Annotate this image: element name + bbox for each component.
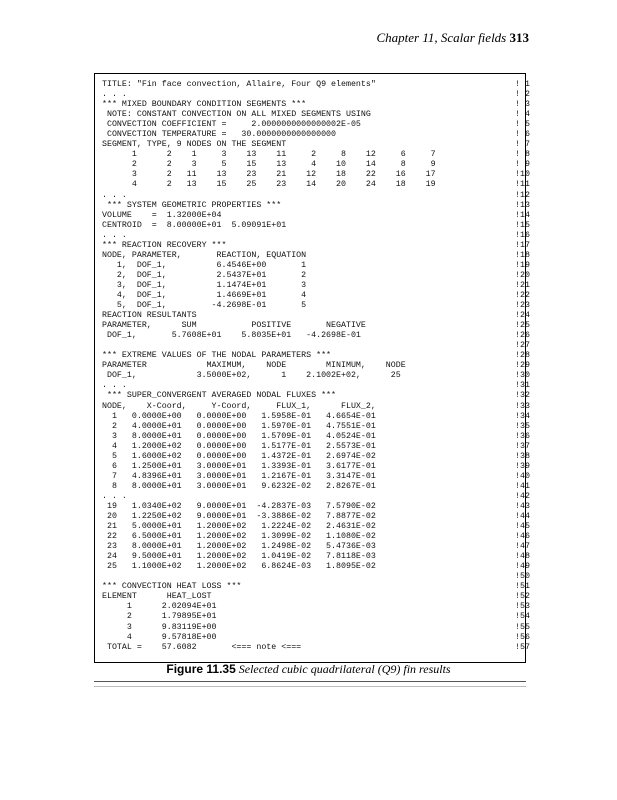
listing-line (102, 80, 530, 90)
listing-line-text: . . . (102, 90, 127, 100)
listing-line-text: . . . (102, 491, 127, 501)
listing-line-text: 23 8.0000E+01 1.2000E+02 1.2498E-02 5.4736E-03 (102, 542, 376, 552)
listing-line (102, 90, 530, 100)
line-number: !42 (515, 491, 530, 501)
listing-line (102, 301, 530, 311)
listing-line-text: 1 2.02094E+01 (102, 602, 217, 612)
listing-line (102, 331, 530, 341)
line-number: !36 (515, 431, 530, 441)
line-number: !40 (515, 471, 530, 481)
listing-line (102, 351, 530, 361)
listing-line-text: 3 2 11 13 23 21 12 18 22 16 17 (102, 170, 436, 180)
figure-label: Figure 11.35 (166, 662, 236, 676)
line-number: !20 (515, 270, 530, 280)
line-number: !37 (515, 441, 530, 451)
line-number: !46 (515, 532, 530, 542)
listing-line (102, 201, 530, 211)
line-number: !19 (515, 260, 530, 270)
line-number: !30 (515, 371, 530, 381)
listing-line-text: 5 1.6000E+02 0.0000E+00 1.4372E-01 2.6974E-02 (102, 451, 376, 461)
listing-line (102, 211, 530, 221)
listing-line (102, 261, 530, 271)
listing-line-text: VOLUME = 1.32000E+04 (102, 210, 222, 220)
listing-line-text: DOF_1, 3.5000E+02, 1 2.1002E+02, 25 (102, 371, 401, 381)
listing-line (102, 422, 530, 432)
line-number: !48 (515, 552, 530, 562)
line-number: !39 (515, 461, 530, 471)
listing-line-text: 4 1.2000E+02 0.0000E+00 1.5177E-01 2.5573E-01 (102, 441, 376, 451)
listing-line-text: 21 5.0000E+01 1.2000E+02 1.2224E-02 2.4631E-02 (102, 522, 376, 532)
listing-line-text: 3 9.83119E+00 (102, 622, 217, 632)
line-number: ! 5 (515, 120, 530, 130)
listing-line-text: 1 0.0000E+00 0.0000E+00 1.5958E-01 4.6654E-01 (102, 411, 376, 421)
listing-line (102, 180, 530, 190)
listing-line-text: 1, DOF_1, 6.4546E+00 1 (102, 260, 307, 270)
listing-line (102, 160, 530, 170)
listing-line (102, 582, 530, 592)
listing-line-text: 2, DOF_1, 2.5437E+01 2 (102, 270, 307, 280)
listing-line-text: *** SYSTEM GEOMETRIC PROPERTIES *** (102, 200, 282, 210)
listing-line-text: 4 9.57818E+00 (102, 632, 217, 642)
line-number: !41 (515, 481, 530, 491)
listing-line-text: 2 1.79895E+01 (102, 612, 217, 622)
line-number: !31 (515, 381, 530, 391)
line-number: !50 (515, 572, 530, 582)
line-number: ! 1 (515, 80, 530, 89)
listing-line (102, 643, 530, 653)
listing-line (102, 562, 530, 572)
listing-line-text: 3, DOF_1, 1.1474E+01 3 (102, 280, 307, 290)
listing-line (102, 482, 530, 492)
listing-line (102, 623, 530, 633)
line-number: !23 (515, 301, 530, 311)
line-number: !18 (515, 250, 530, 260)
line-number: !57 (515, 642, 530, 652)
listing-line (102, 542, 530, 552)
listing-line (102, 592, 530, 602)
line-number: ! 8 (515, 150, 530, 160)
listing-line-text: *** CONVECTION HEAT LOSS *** (102, 582, 242, 592)
chapter-title: Chapter 11, Scalar fields (376, 30, 507, 45)
listing-line-text: *** SUPER_CONVERGENT AVERAGED NODAL FLUXES *** (102, 391, 337, 401)
listing-line (102, 281, 530, 291)
listing-line (102, 633, 530, 643)
listing-line (102, 120, 530, 130)
line-number: !10 (515, 170, 530, 180)
listing-line (102, 371, 530, 381)
listing-line (102, 150, 530, 160)
line-number: !28 (515, 351, 530, 361)
line-number: !11 (515, 180, 530, 190)
listing-line-text: 5, DOF_1, -4.2698E-01 5 (102, 301, 307, 311)
listing-line (102, 361, 530, 371)
line-number: !56 (515, 632, 530, 642)
line-number: !45 (515, 522, 530, 532)
listing-line (102, 522, 530, 532)
listing-line (102, 170, 530, 180)
listing-line-text: 20 1.2250E+02 9.0000E+01 -3.3886E-02 7.8877E-02 (102, 512, 376, 522)
listing-line (102, 130, 530, 140)
line-number: !52 (515, 592, 530, 602)
listing-line (102, 432, 530, 442)
line-number: !43 (515, 501, 530, 511)
listing-line (102, 442, 530, 452)
line-number: !51 (515, 582, 530, 592)
line-number: !44 (515, 512, 530, 522)
line-number: !24 (515, 311, 530, 321)
listing-line-text: CENTROID = 8.00000E+01 5.09091E+01 (102, 220, 287, 230)
listing-line (102, 291, 530, 301)
line-number: !22 (515, 290, 530, 300)
line-number: !53 (515, 602, 530, 612)
listing-line-text: 22 6.5000E+01 1.2000E+02 1.3099E-02 1.1080E-02 (102, 532, 376, 542)
listing-line (102, 381, 530, 391)
listing-line (102, 402, 530, 412)
listing-line (102, 241, 530, 251)
line-number: ! 9 (515, 160, 530, 170)
listing-line (102, 512, 530, 522)
line-number: !47 (515, 542, 530, 552)
listing-line-text: NODE, X-Coord, Y-Coord, FLUX_1, FLUX_2, (102, 401, 376, 411)
line-number: !21 (515, 280, 530, 290)
listing-line (102, 391, 530, 401)
line-number: ! 4 (515, 110, 530, 120)
listing-line-text: 19 1.0340E+02 9.0000E+01 -4.2837E-03 7.5790E-02 (102, 501, 376, 511)
page-header (376, 30, 529, 46)
line-number: !29 (515, 361, 530, 371)
listing-line-text: PARAMETER, SUM POSITIVE NEGATIVE (102, 321, 366, 331)
line-number: !32 (515, 391, 530, 401)
page-divider (94, 681, 526, 682)
listing-line (102, 502, 530, 512)
listing-line-text: *** MIXED BOUNDARY CONDITION SEGMENTS *** (102, 100, 307, 110)
listing-line (102, 311, 530, 321)
listing-line-text: *** REACTION RECOVERY *** (102, 240, 227, 250)
line-number: ! 7 (515, 140, 530, 150)
figure-caption (0, 662, 617, 677)
listing-line-text: 2 4.0000E+01 0.0000E+00 1.5970E-01 4.7551E-01 (102, 421, 376, 431)
listing-line (102, 100, 530, 110)
listing-line (102, 251, 530, 261)
listing-line (102, 140, 530, 150)
listing-line-text: TITLE: "Fin face convection, Allaire, Four Q9 elements" (102, 80, 376, 89)
line-number: !27 (515, 341, 530, 351)
listing-line-text: NOTE: CONSTANT CONVECTION ON ALL MIXED SEGMENTS USING (102, 110, 371, 120)
listing-line-text: *** EXTREME VALUES OF THE NODAL PARAMETERS *** (102, 351, 332, 361)
listing-line (102, 532, 530, 542)
listing-line-text: CONVECTION TEMPERATURE = 30.0000000000000000 (102, 130, 337, 140)
listing-line-text: . . . (102, 230, 127, 240)
listing-line (102, 412, 530, 422)
listing-line-text: 2 2 3 5 15 13 4 10 14 8 9 (102, 160, 436, 170)
line-number: !14 (515, 210, 530, 220)
page-divider-light (94, 686, 526, 687)
listing-line-text: DOF_1, 5.7608E+01 5.8035E+01 -4.2698E-01 (102, 331, 361, 341)
listing-line-text: 8 8.0000E+01 3.0000E+01 9.6232E-02 2.8267E-01 (102, 481, 376, 491)
listing-line-text: . . . (102, 381, 127, 391)
listing-line (102, 221, 530, 231)
line-number: !26 (515, 331, 530, 341)
listing-line (102, 492, 530, 502)
listing-line (102, 552, 530, 562)
line-number: !25 (515, 321, 530, 331)
listing-line-text: 4 2 13 15 25 23 14 20 24 18 19 (102, 180, 436, 190)
line-number: ! 3 (515, 100, 530, 110)
listing-line-text: PARAMETER MAXIMUM, NODE MINIMUM, NODE (102, 361, 406, 371)
line-number: !15 (515, 220, 530, 230)
listing-line-text: 3 8.0000E+01 0.0000E+00 1.5709E-01 4.0524E-01 (102, 431, 376, 441)
listing-line (102, 110, 530, 120)
listing-line-text: 4, DOF_1, 1.4669E+01 4 (102, 290, 307, 300)
line-number: !55 (515, 622, 530, 632)
line-number: !12 (515, 190, 530, 200)
listing-line-text: TOTAL = 57.6082 <=== note <=== (102, 642, 302, 652)
listing-line (102, 572, 530, 582)
listing-line (102, 191, 530, 201)
listing-line-text: CONVECTION COEFFICIENT = 2.0000000000000002E-05 (102, 120, 361, 130)
page-number: 313 (509, 30, 529, 45)
line-number: !34 (515, 411, 530, 421)
listing-line (102, 602, 530, 612)
listing-line-text: NODE, PARAMETER, REACTION, EQUATION (102, 250, 307, 260)
program-output-listing (102, 80, 530, 653)
listing-line-text: 25 1.1000E+02 1.2000E+02 6.8624E-03 1.8095E-02 (102, 562, 376, 572)
listing-line-text: SEGMENT, TYPE, 9 NODES ON THE SEGMENT (102, 140, 287, 150)
figure-caption-text: Selected cubic quadrilateral (Q9) fin results (238, 662, 451, 676)
line-number: !49 (515, 562, 530, 572)
listing-line-text: REACTION RESULTANTS (102, 311, 197, 321)
line-number: !17 (515, 240, 530, 250)
listing-line-text: ELEMENT HEAT_LOST (102, 592, 212, 602)
listing-line-text: 1 2 1 3 13 11 2 8 12 6 7 (102, 150, 436, 160)
line-number: !38 (515, 451, 530, 461)
listing-line (102, 271, 530, 281)
line-number: !35 (515, 421, 530, 431)
listing-line (102, 462, 530, 472)
listing-line (102, 612, 530, 622)
line-number: !13 (515, 200, 530, 210)
listing-line-text: 24 9.5000E+01 1.2000E+02 1.0419E-02 7.8118E-03 (102, 552, 376, 562)
line-number: !54 (515, 612, 530, 622)
line-number: ! 2 (515, 90, 530, 100)
line-number: ! 6 (515, 130, 530, 140)
listing-line (102, 452, 530, 462)
listing-line (102, 321, 530, 331)
listing-line-text: . . . (102, 190, 127, 200)
line-number: !33 (515, 401, 530, 411)
listing-line-text: 6 1.2500E+01 3.0000E+01 1.3393E-01 3.6177E-01 (102, 461, 376, 471)
listing-line (102, 472, 530, 482)
listing-line (102, 341, 530, 351)
listing-line (102, 231, 530, 241)
line-number: !16 (515, 230, 530, 240)
listing-line-text: 7 4.8396E+01 3.0000E+01 1.2167E-01 3.3147E-01 (102, 471, 376, 481)
